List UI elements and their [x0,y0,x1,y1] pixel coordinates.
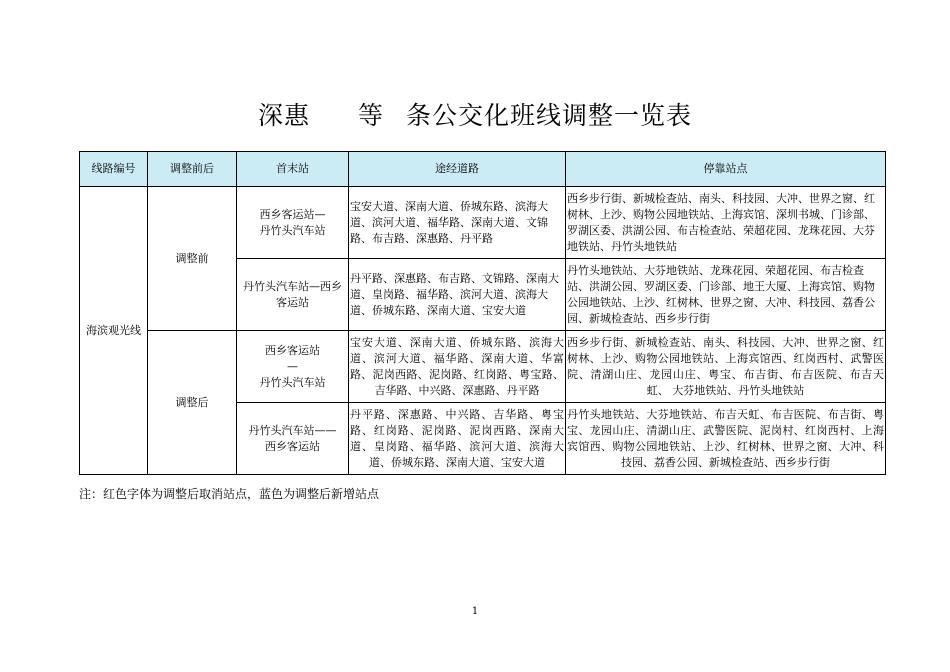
terminal-line: 丹竹头汽车站—西乡 [243,279,342,293]
header-adjustment: 调整前后 [148,152,237,187]
title-part-3: 条公交化班线调整一览表 [406,101,693,130]
roads-cell: 宝安大道、深南大道、侨城东路、滨海大道、滨河大道、福华路、深南大道、文锦路、布吉路、深惠路、丹平路 [349,187,566,259]
terminal-line: — [287,359,298,373]
terminals-cell [237,403,349,475]
table-row [80,187,886,259]
group-label-before: 调整前 [148,187,237,331]
stops-cell: 丹竹头地铁站、大芬地铁站、布吉天虹、布吉医院、布吉街、粤宝、龙园山庄、清湖山庄、武警医院、泥岗村、红岗西村、上海宾馆西、购物公园地铁站、上沙、红树林、世界之窗、大冲、科技园、荔香公园、新城检查站、西乡步行街 [566,403,886,475]
roads-cell: 宝安大道、深南大道、侨城东路、滨海大道、滨河大道、福华路、深南大道、华富路、泥岗西路、泥岗路、红岗路、粤宝路、吉华路、中兴路、深惠路、丹平路 [349,331,566,403]
terminal-line: 丹竹头汽车站 [259,223,326,237]
terminals-cell [237,331,349,403]
footnote: 注：红色字体为调整后取消站点，蓝色为调整后新增站点 [79,487,380,501]
terminal-line: 西乡客运站 [265,439,320,453]
document-title [0,96,950,132]
group-label-after: 调整后 [148,331,237,475]
terminals-cell [237,259,349,331]
header-roads: 途经道路 [349,152,566,187]
roads-cell: 丹平路、深惠路、中兴路、吉华路、粤宝路、红岗路、泥岗路、泥岗西路、深南大道、皇岗路、福华路、滨河大道、滨海大道、侨城东路、深南大道、宝安大道 [349,403,566,475]
terminal-line: 丹竹头汽车站—— [248,423,337,437]
header-terminals: 首末站 [237,152,349,187]
terminal-line: 客运站 [276,295,309,309]
title-part-1: 深惠 [257,101,310,130]
header-stops: 停靠站点 [566,152,886,187]
terminal-line: 丹竹头汽车站 [259,375,326,389]
terminal-line: 西乡客运站— [259,207,326,221]
adjustment-table [79,151,886,475]
line-name-cell: 海滨观光线 [80,187,148,475]
stops-cell: 丹竹头地铁站、大芬地铁站、龙珠花园、荣超花园、布吉检查站、洪湖公园、罗湖区委、门诊部、地王大厦、上海宾馆、购物公园地铁站、上沙、红树林、世界之窗、大冲、科技园、荔香公园、新城检查站、西乡步行街 [566,259,886,331]
stops-cell: 西乡步行街、新城检查站、南头、科技园、大冲、世界之窗、红树林、上沙、购物公园地铁站、上海宾馆、深圳书城、门诊部、罗湖区委、洪湖公园、布吉检查站、荣超花园、龙珠花园、大芬地铁站、丹竹头地铁站 [566,187,886,259]
header-line-number: 线路编号 [80,152,148,187]
table-header-row [80,152,886,187]
terminals-cell [237,187,349,259]
title-part-2: 等 [357,101,384,130]
terminal-line: 西乡客运站 [265,343,320,357]
table-row [80,331,886,403]
roads-cell: 丹平路、深惠路、布吉路、文锦路、深南大道、皇岗路、福华路、滨河大道、滨海大道、侨城东路、深南大道、宝安大道 [349,259,566,331]
stops-cell: 西乡步行街、新城检查站、南头、科技园、大冲、世界之窗、红树林、上沙、购物公园地铁站、上海宾馆西、红岗西村、武警医院、清湖山庄、龙园山庄、粤宝、布吉街、布吉医院、布吉天虹、 大芬地铁站、丹竹头地铁站 [566,331,886,403]
page-number: 1 [471,606,479,617]
